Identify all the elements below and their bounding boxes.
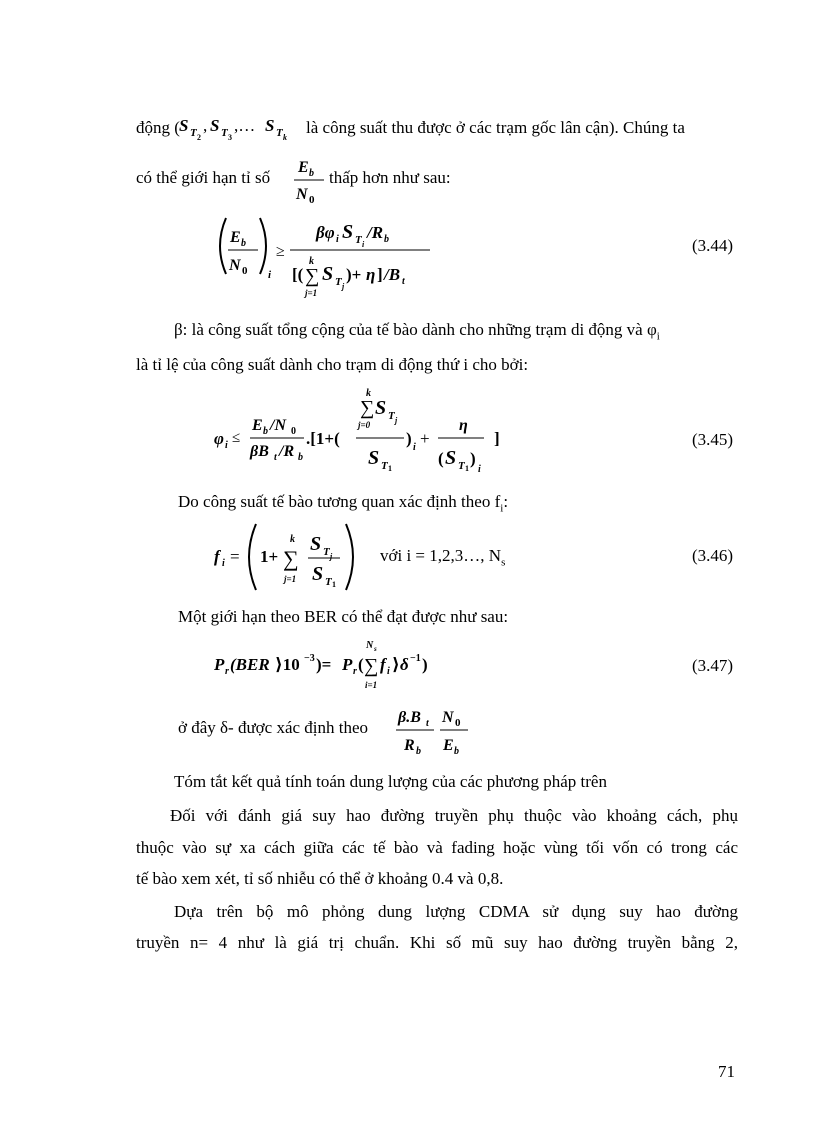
svg-text:1: 1 — [465, 464, 469, 473]
equation-number-3-47: (3.47) — [692, 656, 734, 675]
svg-text:+: + — [420, 429, 430, 448]
svg-text:N: N — [296, 186, 308, 203]
svg-text:0: 0 — [242, 265, 248, 277]
svg-text:i: i — [413, 442, 416, 453]
svg-text:S: S — [310, 533, 322, 555]
svg-text:f: f — [214, 547, 220, 566]
svg-text:]: ] — [494, 429, 500, 448]
para3: Do công suất tế bào tương quan xác định theo $f_i$: — [178, 492, 509, 515]
svg-text:r: r — [225, 666, 229, 677]
svg-text:∑: ∑ — [360, 397, 375, 419]
svg-text:S: S — [210, 116, 220, 135]
svg-text:)+: )+ — [346, 265, 362, 284]
para1-line1: động ( — [136, 118, 180, 137]
para8-line1: Dựa trên bộ mô phỏng dung lượng CDMA sử dụng suy hao đường — [174, 902, 738, 921]
svg-text:T: T — [276, 127, 283, 139]
equation-3-47 — [212, 636, 452, 701]
svg-text:E: E — [230, 229, 241, 246]
equation-number-3-44: (3.44) — [692, 236, 734, 255]
svg-text:1+: 1+ — [260, 547, 279, 566]
svg-text:T: T — [388, 410, 395, 422]
svg-text:k: k — [283, 133, 287, 142]
svg-text:T: T — [458, 460, 465, 472]
equation-3-46 — [212, 520, 382, 601]
svg-text:b: b — [454, 746, 459, 757]
svg-text:2: 2 — [197, 133, 201, 142]
svg-text:⟩10: ⟩10 — [275, 655, 300, 674]
svg-text:S: S — [179, 116, 189, 135]
svg-text:b: b — [241, 238, 246, 249]
svg-text:j: j — [330, 552, 333, 561]
svg-text:i: i — [362, 240, 365, 249]
svg-text:/R: /R — [279, 443, 295, 460]
svg-text:≥: ≥ — [276, 243, 285, 260]
svg-text:N: N — [366, 640, 374, 651]
svg-text:t: t — [402, 276, 405, 287]
svg-text:j=1: j=1 — [284, 574, 297, 584]
svg-text:i: i — [478, 464, 481, 475]
svg-text:S: S — [322, 263, 334, 285]
eb-n0-ratio-inline — [292, 152, 328, 213]
svg-text:E: E — [298, 159, 309, 176]
svg-text:−3: −3 — [304, 653, 315, 664]
svg-text:S: S — [368, 447, 380, 469]
svg-text:T: T — [190, 127, 197, 139]
svg-text:b: b — [298, 452, 303, 463]
svg-text:i: i — [225, 440, 228, 451]
svg-text:k: k — [290, 534, 295, 545]
para1-line1-end: là công suất thu được ở các trạm gốc lân cận). Chúng ta — [306, 118, 685, 137]
svg-text:i=1: i=1 — [365, 680, 378, 690]
svg-text:βB: βB — [250, 443, 269, 460]
svg-text:S: S — [342, 221, 354, 243]
svg-text:,: , — [203, 116, 208, 135]
para7-line3: tế bào xem xét, tỉ số nhiễu có thể ở khoảng 0.4 và 0,8. — [136, 869, 504, 888]
svg-text:/R: /R — [367, 223, 384, 242]
svg-text:R: R — [404, 737, 415, 754]
para1-line2-end: thấp hơn như sau: — [329, 168, 451, 187]
svg-text:[(: [( — [292, 265, 304, 284]
equation-3-44 — [212, 212, 452, 309]
svg-text:⟩: ⟩ — [392, 655, 400, 674]
svg-text:T: T — [381, 460, 388, 472]
svg-text:,…: ,… — [234, 116, 256, 135]
para6-summary-heading: Tóm tắt kết quả tính toán dung lượng của các phương pháp trên — [174, 772, 607, 791]
svg-text:η: η — [459, 417, 468, 434]
page-number: 71 — [718, 1062, 735, 1081]
svg-text:/N: /N — [270, 417, 286, 434]
svg-text:P: P — [342, 655, 353, 674]
svg-text:(: ( — [358, 655, 364, 674]
svg-text:P: P — [214, 655, 225, 674]
svg-text:1: 1 — [332, 580, 336, 589]
svg-text:N: N — [229, 257, 241, 274]
svg-text:(: ( — [438, 449, 444, 468]
para5: ở đây δ- được xác định theo — [178, 718, 369, 737]
received-power-list-formula — [179, 110, 309, 149]
svg-text:φ: φ — [214, 429, 224, 448]
svg-text:t: t — [426, 718, 429, 729]
para8-line2: truyền n= 4 như là giá trị chuẩn. Khi số mũ suy hao đường truyền bằng 2, — [136, 933, 738, 952]
svg-text:T: T — [355, 234, 362, 246]
svg-text:r: r — [353, 666, 357, 677]
svg-text:T: T — [325, 576, 332, 588]
para7-line1: Đối với đánh giá suy hao đường truyền phụ thuộc vào khoảng cách, phụ — [170, 806, 738, 825]
svg-text:E: E — [443, 737, 454, 754]
eq346-condition: với i = 1,2,3…, $N_s$ — [380, 546, 506, 569]
svg-text:/B: /B — [384, 265, 401, 284]
svg-text:.[1+(: .[1+( — [306, 429, 340, 448]
svg-text:E: E — [252, 417, 263, 434]
svg-text:j=0: j=0 — [358, 420, 371, 430]
svg-text:βφ: βφ — [316, 223, 335, 242]
svg-text:∑: ∑ — [305, 265, 320, 287]
para1-line2: có thể giới hạn tỉ số — [136, 168, 271, 187]
svg-text:∑: ∑ — [364, 655, 379, 677]
svg-text:−1: −1 — [410, 653, 421, 664]
svg-text:0: 0 — [309, 194, 315, 206]
svg-text:j: j — [342, 282, 345, 291]
svg-text:0: 0 — [291, 426, 296, 437]
equation-3-45 — [212, 384, 522, 493]
svg-text:S: S — [445, 447, 457, 469]
svg-text:β.B: β.B — [398, 709, 421, 726]
svg-text:b: b — [384, 234, 389, 245]
para4: Một giới hạn theo BER có thể đạt được như sau: — [178, 607, 509, 626]
equation-number-3-46: (3.46) — [692, 546, 734, 565]
svg-text:j=1: j=1 — [305, 288, 318, 298]
svg-text:i: i — [387, 666, 390, 677]
svg-text:(BER: (BER — [230, 655, 270, 674]
svg-text:S: S — [312, 563, 324, 585]
svg-text:j: j — [395, 416, 398, 425]
svg-text:i: i — [336, 234, 339, 245]
svg-text:N: N — [442, 709, 454, 726]
svg-text:η: η — [366, 265, 376, 284]
svg-text:): ) — [406, 429, 412, 448]
svg-text:0: 0 — [455, 717, 461, 729]
svg-text:i: i — [222, 558, 225, 569]
svg-text:f: f — [380, 655, 386, 674]
svg-text:): ) — [470, 449, 476, 468]
svg-text:T: T — [221, 127, 228, 139]
svg-text:∑: ∑ — [283, 546, 299, 571]
svg-text:3: 3 — [228, 133, 232, 142]
svg-text:k: k — [366, 388, 371, 399]
svg-text:1: 1 — [388, 464, 392, 473]
para7-line2: thuộc vào sự xa cách giữa các tế bào và fading hoặc vùng tối vốn có trong các — [136, 838, 738, 857]
svg-text:]: ] — [377, 265, 383, 284]
svg-text:t: t — [274, 452, 277, 463]
svg-text:): ) — [422, 655, 428, 674]
svg-text:b: b — [263, 426, 268, 437]
svg-text:k: k — [309, 256, 314, 267]
svg-text:≤: ≤ — [232, 430, 241, 446]
para2-line2: là tỉ lệ của công suất dành cho trạm di động thứ i cho bởi: — [136, 355, 529, 374]
svg-text:δ: δ — [400, 655, 409, 674]
svg-text:S: S — [375, 397, 387, 419]
svg-text:T: T — [335, 276, 342, 288]
svg-text:s: s — [374, 645, 377, 653]
equation-number-3-45: (3.45) — [692, 430, 734, 449]
para2-line1: β: là công suất tổng cộng của tế bào dành cho những trạm di động và $\varphi_i$ — [174, 320, 660, 343]
svg-text:)=: )= — [316, 655, 332, 674]
svg-text:b: b — [416, 746, 421, 757]
svg-text:=: = — [230, 547, 240, 566]
delta-definition-formula — [396, 700, 476, 763]
svg-text:i: i — [268, 269, 272, 281]
svg-text:T: T — [323, 546, 330, 558]
svg-text:S: S — [265, 116, 275, 135]
svg-text:b: b — [309, 168, 314, 179]
